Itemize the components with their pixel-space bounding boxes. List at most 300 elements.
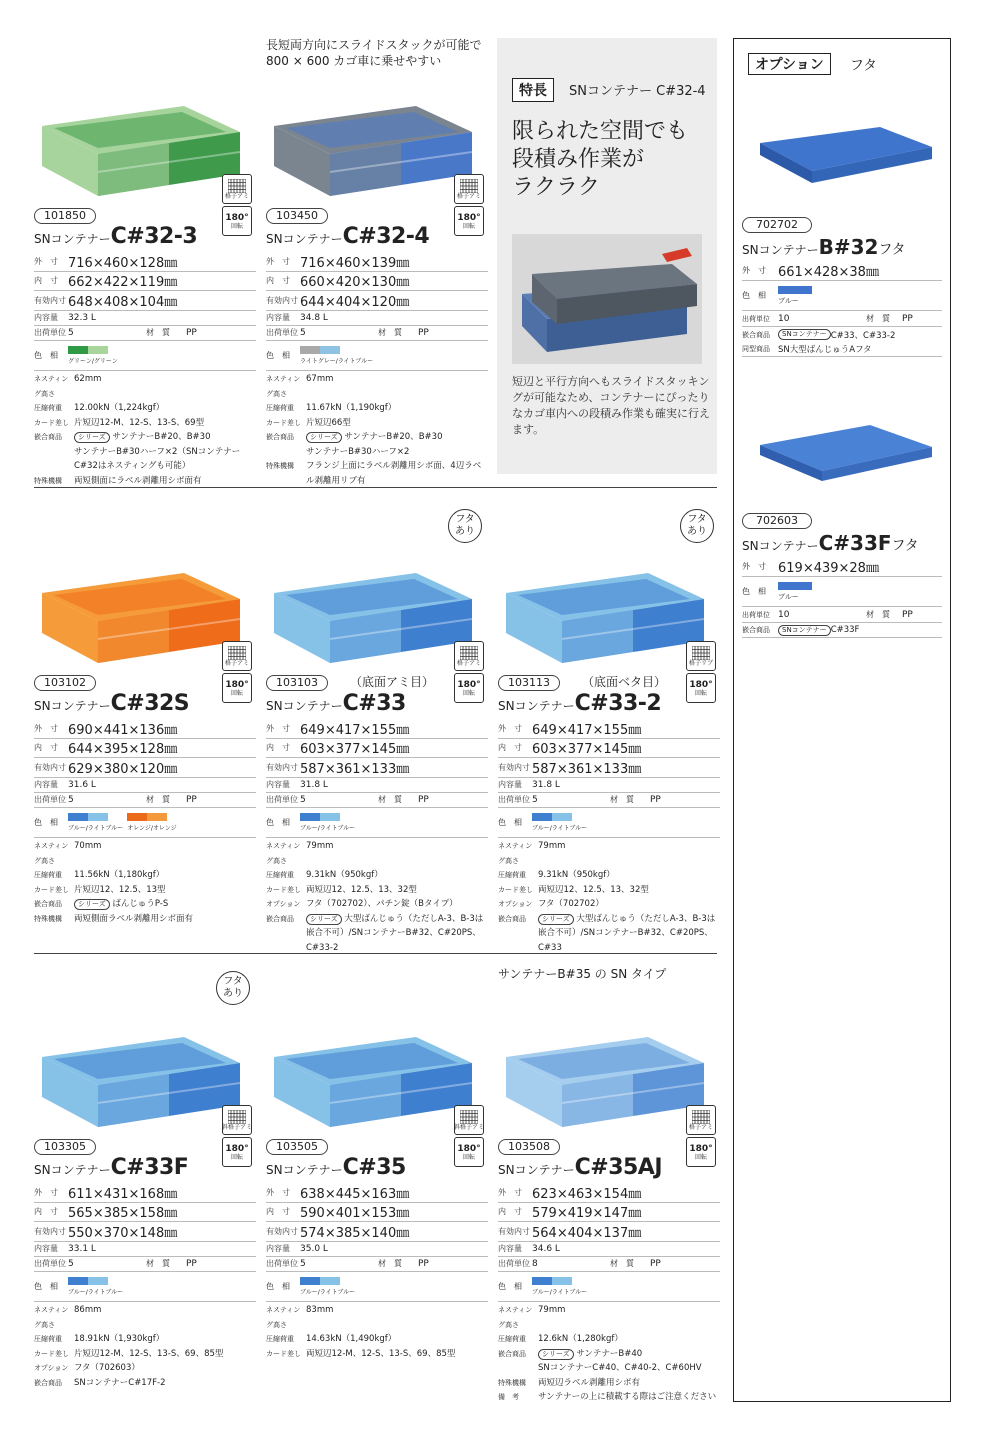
spec-value: 590×401×153㎜ [300,1206,410,1222]
spec-label: 内 寸 [34,276,58,286]
inner-dimension-row [498,739,720,759]
spec-label: 出荷単位 [266,328,298,337]
detail-value [74,868,256,883]
product-code: 103113 [498,675,560,691]
product-model: C#33 [342,691,406,716]
detail-label: カード差し [266,418,301,427]
grid-type-icon [454,641,484,671]
product-title [34,1155,188,1180]
product-model: C#32S [110,691,190,716]
spec-label: 色 相 [266,817,290,827]
spec-table [266,719,488,838]
detail-item [266,868,488,883]
product-prefix: SNコンテナー [266,232,343,246]
detail-text: 62mm [74,374,102,384]
feature-panel [497,38,717,474]
detail-item [498,1347,720,1376]
series-tag: シリーズ [306,914,342,925]
swatch-color [320,346,340,354]
detail-label: 特殊機構 [34,914,62,923]
spec-value: PP [650,1258,661,1269]
spec-value: PP [650,794,661,805]
icon-column [222,1105,252,1169]
spec-label: 出荷単位 [266,1259,298,1268]
detail-list [266,839,488,955]
color-swatch [532,1277,587,1296]
effective-dimension-row [266,291,488,311]
color-row [498,1272,720,1302]
detail-text: SNコンテナーC#17F-2 [74,1377,166,1388]
spec-label: 内容量 [266,780,290,789]
detail-label: ネスティング高さ [266,1306,301,1329]
detail-label: 圧縮荷重 [34,871,62,879]
spec-label: 内容量 [266,1244,290,1253]
spec-label: 有効内寸 [266,295,298,305]
detail-label: ネスティング高さ [34,1306,69,1329]
container-image [498,1023,712,1143]
detail-item [498,897,720,912]
product-note: 長短両方向にスライドスタックが可能で [266,38,482,52]
detail-label: カード差し [34,418,69,427]
spec-table [34,1183,256,1302]
outer-dimension-row [498,1183,720,1203]
spec-label: 材 質 [378,795,402,804]
grid-type-label: 格子アミ [456,659,481,667]
spec-label: 内 寸 [498,743,522,753]
spec-value: PP [186,1258,197,1269]
detail-list [266,372,488,488]
spec-label: 内 寸 [266,1207,290,1217]
detail-item [498,912,720,956]
spec-value: PP [418,327,429,338]
series-tag: シリーズ [74,899,110,910]
detail-label: ネスティング高さ [498,1306,533,1329]
unit-material-row [266,326,488,341]
swatch-bar [68,346,118,354]
grid-type-label: 格子アミ [224,192,249,200]
detail-label: 嵌合商品 [266,914,294,923]
swatch-color [300,346,320,354]
container-image [266,92,480,212]
spec-value: 587×361×133㎜ [532,761,642,777]
spec-label: 出荷単位 [34,328,66,337]
detail-text: フタ（702702）、パチン錠（Bタイプ） [306,899,458,909]
detail-label: 圧縮荷重 [34,1335,62,1343]
grid-type-icon [454,1105,484,1135]
spec-label: 色 相 [34,350,58,360]
detail-item [34,430,256,474]
detail-value [306,416,488,431]
detail-value [306,372,488,401]
rotate-sub-label: 回転 [694,1153,707,1161]
product-model: C#32-4 [342,224,430,249]
detail-value [306,883,488,898]
spec-value: 623×463×154㎜ [532,1186,642,1202]
detail-text: 両短側面にラベル剥離用シボ面有 [74,475,202,486]
grid-type-icon [222,641,252,671]
swatch-color [127,813,147,821]
detail-value [306,430,488,459]
detail-item [34,474,256,489]
feature-description: 短辺と平行方向へもスライドスタッキングが可能なため、コンテナーにぴったりなカゴ車内への段積み作業も確実に行えます。 [512,375,710,436]
swatch-color [147,813,167,821]
spec-value: 603×377×145㎜ [532,742,642,758]
detail-value [538,1376,720,1391]
rotate-sub-label: 回転 [230,222,243,230]
rotate-label: 180° [225,679,249,690]
unit-material-row [498,1257,720,1272]
detail-item [266,430,488,459]
detail-value [74,372,256,401]
effective-dimension-row [498,758,720,778]
detail-item [498,883,720,898]
detail-label: カード差し [34,885,69,894]
rotate-label: 180° [689,679,713,690]
swatch-name: ブルー/ライトブルー [300,824,356,832]
outer-dimension-row [266,719,488,739]
spec-value: 716×460×128㎜ [68,255,178,271]
detail-text: サンテナーB#20、B#30 [112,432,211,442]
detail-label: オプション [34,1364,69,1372]
swatch-bar [300,813,355,821]
spec-value: 5 [68,794,74,805]
capacity-row [266,1242,488,1257]
product-prefix: SNコンテナー [34,232,111,246]
detail-text: 79mm [538,1305,566,1315]
spec-label: 内容量 [266,313,290,322]
product-note: サンテナーB#35 の SN タイプ [498,967,667,981]
detail-item [498,1390,720,1405]
lid-image [750,121,938,201]
option-panel [733,38,951,1402]
rotate-sub-label: 回転 [462,689,475,697]
detail-item [498,839,720,868]
detail-label: 特殊機構 [498,1378,526,1387]
spec-label: 出荷単位 [34,795,66,804]
detail-label: 嵌合商品 [34,433,62,441]
detail-text: サンテナーB#20、B#30 [344,432,443,442]
container-image [498,559,712,679]
spec-label: 内容量 [34,780,58,789]
spec-value: 662×422×119㎜ [68,275,178,291]
spec-label: 内 寸 [498,1207,522,1217]
color-swatches [68,1277,123,1296]
product-model: C#33-2 [574,691,662,716]
series-tag: シリーズ [538,914,574,925]
detail-text: 86mm [74,1305,102,1315]
spec-table [34,719,256,838]
swatch-color [320,1277,340,1285]
detail-item [34,416,256,431]
container-image [34,559,248,679]
spec-value: 34.8 L [300,312,328,323]
detail-item [34,868,256,883]
color-swatches [68,346,118,365]
spec-table [498,1183,720,1302]
detail-text: SNコンテナーC#40、C#40-2、C#60HV [538,1363,702,1373]
inner-dimension-row [34,739,256,759]
rotate-180-icon [686,673,716,703]
color-swatch [68,1277,123,1296]
grid-type-label: 格子アミ [224,659,249,667]
spec-label: 外 寸 [266,1187,290,1197]
swatch-color [552,813,572,821]
detail-item [34,1376,256,1391]
grid-type-label: 斜格子アミ [454,1123,485,1131]
effective-dimension-row [498,1222,720,1242]
detail-value [74,1303,256,1332]
detail-item [266,401,488,416]
unit-material-row [266,793,488,808]
product-prefix: SNコンテナー [266,1163,343,1177]
detail-label: 圧縮荷重 [266,871,294,879]
spec-label: 内容量 [34,1244,58,1253]
spec-label: 外 寸 [266,256,290,266]
detail-value [306,912,488,956]
detail-label: ネスティング高さ [266,842,301,865]
detail-text: サンテナーB#30ハーフ×2 [306,446,410,457]
product-prefix: SNコンテナー [34,1163,111,1177]
detail-text: 大型ばんじゅう（ただしA-3、B-3は嵌合不可）/SNコンテナーB#32、C#20PS、C#33-2 [306,913,484,953]
detail-label: ネスティング高さ [34,375,69,398]
product-note: 800 × 600 カゴ車に乗せやすい [266,54,442,68]
detail-text: 9.31kN（950kgf） [306,870,383,880]
detail-value [74,897,256,912]
detail-value [74,1347,256,1362]
spec-label: 有効内寸 [34,1226,66,1236]
detail-value [306,401,488,416]
detail-value [538,1347,720,1376]
spec-label: 色 相 [266,350,290,360]
detail-label: オプション [266,900,301,908]
rotate-sub-label: 回転 [462,222,475,230]
swatch-bar [127,813,176,821]
unit-material-row [498,793,720,808]
detail-value [538,1332,720,1347]
product-code: 103450 [266,208,328,224]
spec-value: 550×370×148㎜ [68,1225,178,1241]
container-image [34,1023,248,1143]
lid-title: SNコンテナーC#33Fフタ [742,531,919,555]
detail-value [306,1332,488,1347]
detail-item [266,416,488,431]
detail-item [266,1332,488,1347]
spec-value: 629×380×120㎜ [68,761,178,777]
rotate-180-icon [454,1137,484,1167]
swatch-color [300,1277,320,1285]
icon-column [454,1105,484,1169]
detail-label: カード差し [266,885,301,894]
color-row [34,1272,256,1302]
grid-type-label: 斜格子アミ [222,1123,253,1131]
swatch-color [88,813,108,821]
spec-value: 579×419×147㎜ [532,1206,642,1222]
swatch-name: ブルー/ライトブルー [68,824,124,832]
color-swatch [127,813,176,832]
effective-dimension-row [266,1222,488,1242]
rotate-180-icon [222,673,252,703]
inner-dimension-row [266,1203,488,1223]
detail-item [266,1303,488,1332]
detail-value [306,868,488,883]
spec-label: 材 質 [146,1259,170,1268]
detail-value [306,1303,488,1332]
icon-column [454,641,484,705]
spec-label: 外 寸 [498,1187,522,1197]
spec-value: 648×408×104㎜ [68,294,178,310]
spec-value: 5 [68,1258,74,1269]
product-prefix: SNコンテナー [34,699,111,713]
detail-item [34,897,256,912]
detail-label: 備 考 [498,1393,519,1401]
spec-value: 5 [68,327,74,338]
detail-label: 圧縮荷重 [266,1335,294,1343]
spec-value: 644×395×128㎜ [68,742,178,758]
detail-value [74,474,256,489]
spec-label: 材 質 [378,328,402,337]
color-swatches [300,1277,355,1296]
rotate-label: 180° [457,679,481,690]
spec-label: 有効内寸 [34,295,66,305]
rotate-label: 180° [457,212,481,223]
swatch-name: ブルー/ライトブルー [300,1288,356,1296]
unit-material-row [34,326,256,341]
option-title: フタ [850,58,878,74]
detail-item [34,883,256,898]
rotate-sub-label: 回転 [462,1153,475,1161]
detail-text: 14.63kN（1,490kgf） [306,1334,397,1344]
capacity-row [498,1242,720,1257]
icon-column [222,174,252,238]
lid-spec: 外 寸 619×439×28㎜ 色 相 ブルー 出荷単位 10 材 質 PP 嵌合商品 SNコンテナー C#33F [742,557,942,638]
detail-text: 両短辺ラベル剥離用シボ有 [538,1377,641,1388]
product-code: 101850 [34,208,96,224]
detail-list [34,1303,256,1390]
inner-dimension-row [34,272,256,292]
color-swatches [532,1277,587,1296]
detail-value [538,839,720,868]
spec-label: 有効内寸 [498,1226,530,1236]
rotate-180-icon [222,206,252,236]
spec-label: 有効内寸 [266,762,298,772]
detail-value [306,897,488,912]
inner-dimension-row [266,272,488,292]
product-title [34,691,189,716]
lid-code: 702702 [742,217,812,233]
detail-label: カード差し [498,885,533,894]
detail-item [34,1347,256,1362]
spec-table [498,719,720,838]
detail-label: ネスティング高さ [266,375,301,398]
detail-item [34,372,256,401]
rotate-label: 180° [225,1143,249,1154]
color-row [34,808,256,838]
detail-text: 11.67kN（1,190kgf） [306,403,397,413]
lid-code: 702603 [742,513,812,529]
detail-item [266,839,488,868]
detail-text: 79mm [538,841,566,851]
spec-value: 5 [300,327,306,338]
spec-value: 649×417×155㎜ [532,722,642,738]
spec-label: 出荷単位 [34,1259,66,1268]
icon-column [686,641,716,705]
detail-text: 18.91kN（1,930kgf） [74,1334,165,1344]
spec-label: 外 寸 [266,723,290,733]
spec-value: PP [186,327,197,338]
product-model: C#33F [110,1155,189,1180]
spec-label: 内 寸 [266,276,290,286]
spec-value: PP [418,794,429,805]
swatch-bar [68,813,123,821]
spec-table [266,1183,488,1302]
detail-text: フランジ上面にラベル剥離用シボ面、4辺ラベル剥離用リブ有 [306,461,482,486]
lid-available-badge: フタ あり [216,971,250,1005]
detail-label: カード差し [34,1349,69,1358]
detail-value [74,416,256,431]
detail-label: 嵌合商品 [266,433,294,441]
spec-value: 574×385×140㎜ [300,1225,410,1241]
product-title [498,1155,662,1180]
detail-value [538,912,720,956]
detail-value [74,1376,256,1391]
product-prefix: SNコンテナー [266,699,343,713]
product-model: C#32-3 [110,224,198,249]
detail-value [74,912,256,927]
detail-label: 圧縮荷重 [498,1335,526,1343]
swatch-bar [300,346,373,354]
spec-label: 材 質 [610,795,634,804]
color-swatches [300,813,355,832]
rotate-sub-label: 回転 [230,689,243,697]
detail-item [34,1303,256,1332]
lid-available-badge: フタ あり [448,509,482,543]
detail-label: 圧縮荷重 [34,404,62,412]
rotate-sub-label: 回転 [230,1153,243,1161]
series-tag: シリーズ [538,1349,574,1360]
swatch-color [68,346,88,354]
spec-label: 出荷単位 [266,795,298,804]
rotate-180-icon [454,206,484,236]
detail-text: フタ（702603） [74,1363,140,1373]
detail-label: ネスティング高さ [34,842,69,865]
spec-label: 色 相 [498,1281,522,1291]
spec-label: 内 寸 [266,743,290,753]
grid-type-icon [686,641,716,671]
detail-label: 圧縮荷重 [498,871,526,879]
product-prefix: SNコンテナー [498,1163,575,1177]
detail-item [266,1347,488,1362]
detail-value [74,1361,256,1376]
detail-label: 特殊機構 [266,462,294,470]
swatch-color [300,813,320,821]
swatch-name: オレンジ/オレンジ [127,824,177,832]
spec-label: 有効内寸 [498,762,530,772]
unit-material-row [266,1257,488,1272]
detail-list [266,1303,488,1361]
detail-item [498,1376,720,1391]
outer-dimension-row [266,252,488,272]
product-model: C#35 [342,1155,406,1180]
swatch-color [68,1277,88,1285]
detail-text: フタ（702702） [538,899,604,909]
lid-spec: 外 寸 661×428×38㎜ 色 相 ブルー 出荷単位 10 材 質 PP 嵌合商品 SNコンテナー C#33、C#33-2 同型商品 SN大型ばんじゅうAフタ [742,261,942,357]
swatch-bar [68,1277,123,1285]
capacity-row [266,311,488,326]
detail-item [34,839,256,868]
detail-text: 83mm [306,1305,334,1315]
detail-value [74,883,256,898]
detail-text: 両短辺12、12.5、13、32型 [306,884,417,895]
